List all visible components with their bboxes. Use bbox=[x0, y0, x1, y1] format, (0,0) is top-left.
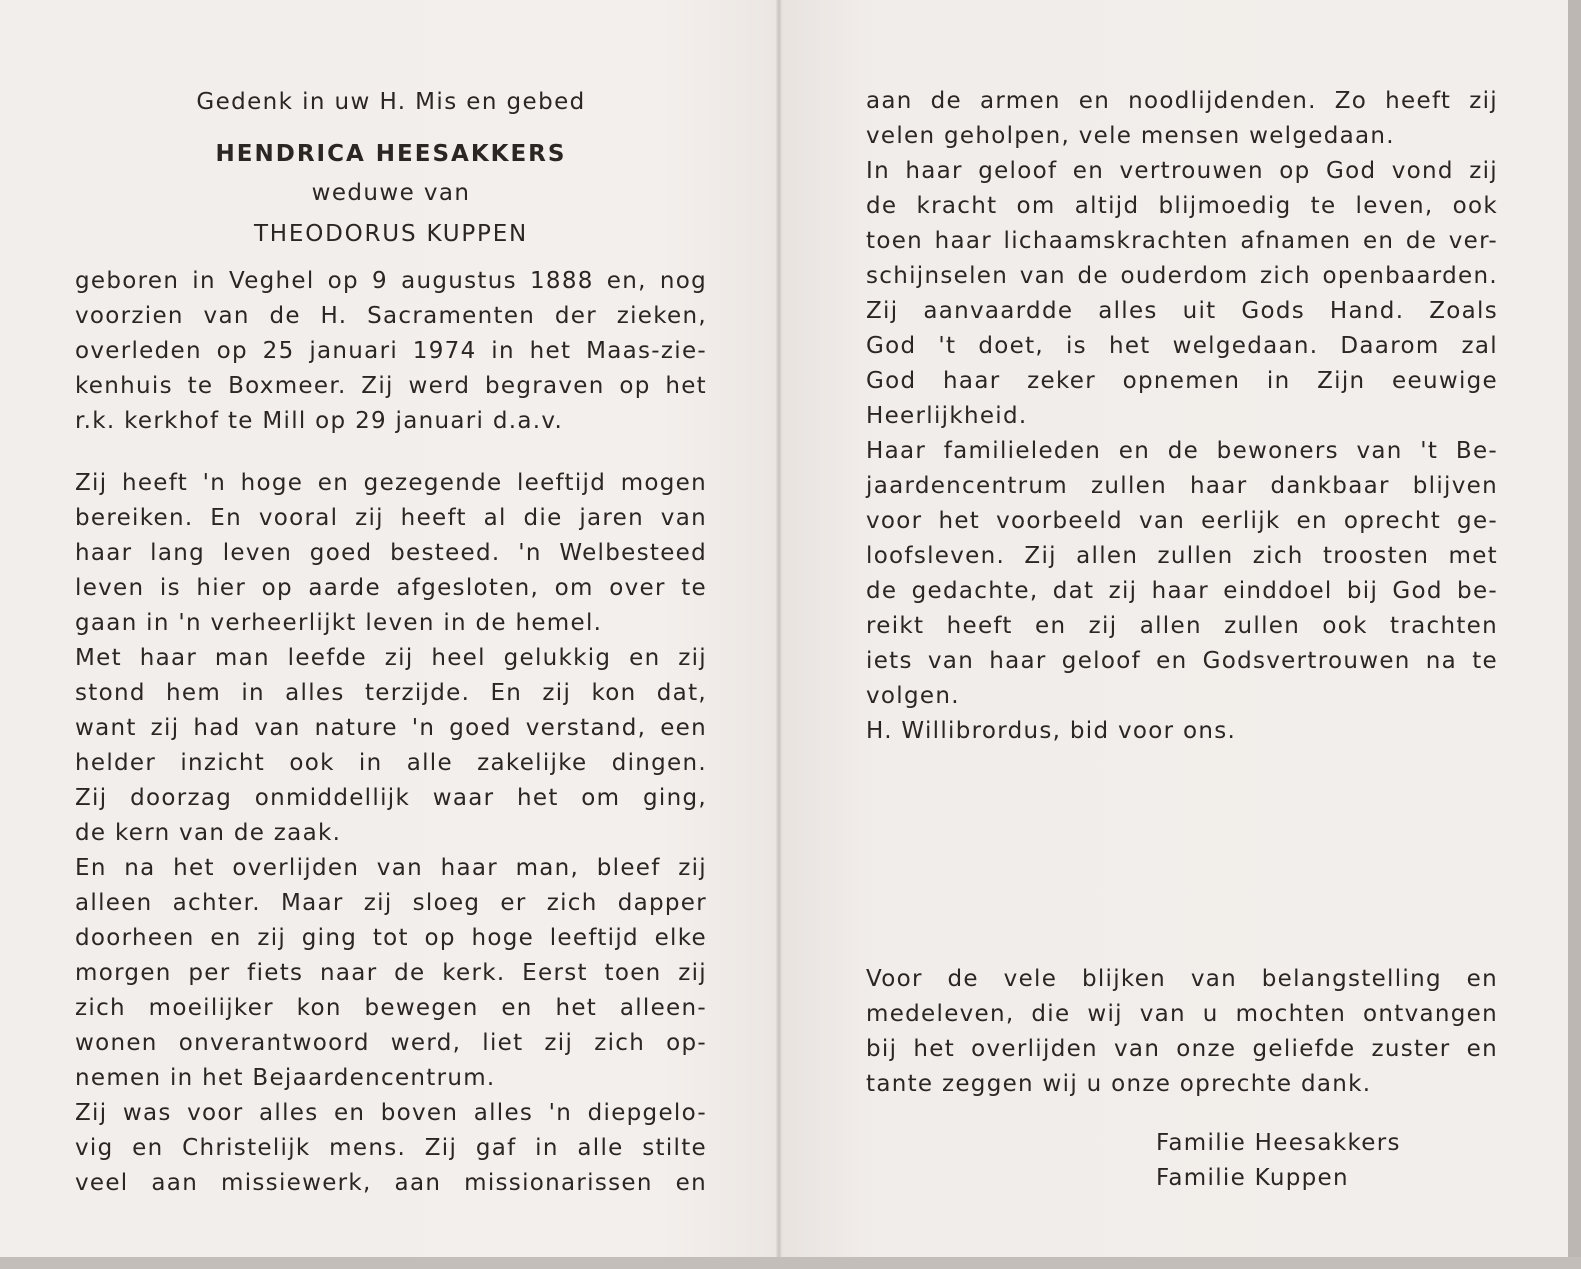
thanks-paragraph bbox=[866, 962, 1498, 1102]
text-line: velen geholpen, vele mensen welgedaan. bbox=[866, 123, 1395, 149]
text-line: Zij heeft 'n hoge en gezegende leeftijd mogen bbox=[75, 470, 707, 496]
text-line: volgen. bbox=[866, 683, 960, 709]
text-line: bereiken. En vooral zij heeft al die jaren van bbox=[75, 505, 707, 531]
scan-edge-right bbox=[1568, 0, 1581, 1269]
text-line: veel aan missiewerk, aan missionarissen en bbox=[75, 1170, 707, 1196]
remembrance-heading: Gedenk in uw H. Mis en gebed bbox=[196, 89, 586, 115]
text-line: reikt heeft en zij allen zullen ook trachten bbox=[866, 613, 1498, 639]
text-line: tante zeggen wij u onze oprechte dank. bbox=[866, 1071, 1372, 1097]
text-line: kenhuis te Boxmeer. Zij werd begraven op het bbox=[75, 373, 707, 399]
text-line: Zij doorzag onmiddellijk waar het om ging, bbox=[75, 785, 707, 811]
prayer-line: H. Willibrordus, bid voor ons. bbox=[866, 718, 1237, 744]
text-line: Heerlijkheid. bbox=[866, 403, 1028, 429]
left-body-text bbox=[75, 466, 707, 1201]
right-body-text bbox=[866, 84, 1498, 749]
text-line: morgen per fiets naar de kerk. Eerst toen zij bbox=[75, 960, 707, 986]
text-line: nemen in het Bejaardencentrum. bbox=[75, 1065, 496, 1091]
widow-of-label: weduwe van bbox=[311, 180, 471, 206]
text-line: overleden op 25 januari 1974 in het Maas-zie- bbox=[75, 338, 707, 364]
text-line: bij het overlijden van onze geliefde zuster en bbox=[866, 1036, 1498, 1062]
text-line: Haar familieleden en de bewoners van 't Be- bbox=[866, 438, 1498, 464]
text-line: aan de armen en noodlijdenden. Zo heeft zij bbox=[866, 88, 1498, 114]
text-line: de gedachte, dat zij haar einddoel bij God be- bbox=[866, 578, 1498, 604]
text-line: Voor de vele blijken van belangstelling en bbox=[866, 966, 1498, 992]
text-line: Zij was voor alles en boven alles 'n diepgelo- bbox=[75, 1100, 707, 1126]
text-line: helder inzicht ook in alle zakelijke dingen. bbox=[75, 750, 707, 776]
text-line: Met haar man leefde zij heel gelukkig en zij bbox=[75, 645, 707, 671]
family-signatures bbox=[1156, 1126, 1401, 1196]
text-line: alleen achter. Maar zij sloeg er zich dapper bbox=[75, 890, 707, 916]
text-line: de kern van de zaak. bbox=[75, 820, 342, 846]
text-line: gaan in 'n verheerlijkt leven in de hemel. bbox=[75, 610, 603, 636]
text-line: God 't doet, is het welgedaan. Daarom zal bbox=[866, 333, 1498, 359]
text-line: de kracht om altijd blijmoedig te leven, ook bbox=[866, 193, 1498, 219]
text-line: God haar zeker opnemen in Zijn eeuwige bbox=[866, 368, 1498, 394]
text-line: haar lang leven goed besteed. 'n Welbesteed bbox=[75, 540, 707, 566]
intro-paragraph bbox=[75, 264, 707, 439]
deceased-name: HENDRICA HEESAKKERS bbox=[215, 141, 567, 167]
text-line: geboren in Veghel op 9 augustus 1888 en, nog bbox=[75, 268, 707, 294]
text-line: doorheen en zij ging tot op hoge leeftijd elke bbox=[75, 925, 707, 951]
text-line: schijnselen van de ouderdom zich openbaarden. bbox=[866, 263, 1498, 289]
card-fold bbox=[776, 0, 782, 1257]
text-line: iets van haar geloof en Godsvertrouwen na te bbox=[866, 648, 1498, 674]
text-line: r.k. kerkhof te Mill op 29 januari d.a.v. bbox=[75, 408, 564, 434]
text-line: voorzien van de H. Sacramenten der zieken, bbox=[75, 303, 707, 329]
scan-edge-bottom bbox=[0, 1257, 1581, 1269]
text-line: voor het voorbeeld van eerlijk en oprecht ge- bbox=[866, 508, 1498, 534]
text-line: medeleven, die wij van u mochten ontvangen bbox=[866, 1001, 1498, 1027]
text-line: stond hem in alles terzijde. En zij kon dat, bbox=[75, 680, 707, 706]
text-line: leven is hier op aarde afgesloten, om over te bbox=[75, 575, 707, 601]
text-line: jaardencentrum zullen haar dankbaar blijven bbox=[866, 473, 1498, 499]
signature-kuppen: Familie Kuppen bbox=[1156, 1165, 1349, 1191]
text-line: toen haar lichaamskrachten afnamen en de ver- bbox=[866, 228, 1498, 254]
text-line: loofsleven. Zij allen zullen zich troosten met bbox=[866, 543, 1498, 569]
text-line: want zij had van nature 'n goed verstand, een bbox=[75, 715, 707, 741]
text-line: vig en Christelijk mens. Zij gaf in alle stilte bbox=[75, 1135, 707, 1161]
spouse-name: THEODORUS KUPPEN bbox=[253, 221, 529, 247]
signature-heesakkers: Familie Heesakkers bbox=[1156, 1130, 1401, 1156]
text-line: En na het overlijden van haar man, bleef zij bbox=[75, 855, 707, 881]
text-line: wonen onverantwoord werd, liet zij zich op- bbox=[75, 1030, 707, 1056]
text-line: In haar geloof en vertrouwen op God vond zij bbox=[866, 158, 1498, 184]
text-line: zich moeilijker kon bewegen en het alleen- bbox=[75, 995, 707, 1021]
text-line: Zij aanvaardde alles uit Gods Hand. Zoals bbox=[866, 298, 1498, 324]
